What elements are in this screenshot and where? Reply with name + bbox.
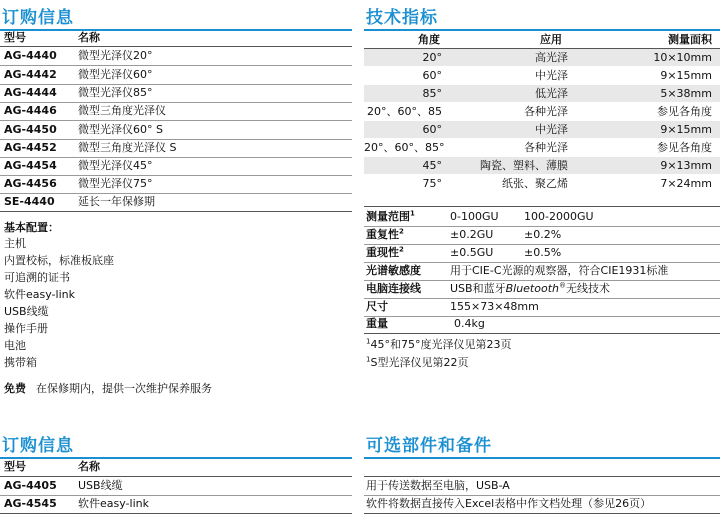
row-rule <box>0 139 352 140</box>
order-info2-title: 订购信息 <box>2 436 74 456</box>
row-rule <box>0 84 352 85</box>
col-app-header: 应用 <box>540 33 562 46</box>
tech-divider <box>364 29 720 31</box>
row-rule <box>0 102 352 103</box>
table-row-area: 9×15mm <box>660 69 712 82</box>
table-bottom-rule <box>0 211 352 212</box>
col-model-header: 型号 <box>4 31 26 44</box>
table-row-angle: 45° <box>422 159 442 172</box>
header-rule <box>0 476 352 477</box>
spec-range-value1: 0-100GU <box>450 210 499 223</box>
row-rule <box>364 316 720 317</box>
table-row-model: AG-4452 <box>4 141 57 154</box>
row-rule <box>0 157 352 158</box>
spec-weight-label: 重量 <box>366 317 388 330</box>
col-model-header: 型号 <box>4 460 26 473</box>
col-name-header: 名称 <box>78 460 100 473</box>
table-row-model: AG-4440 <box>4 49 57 62</box>
table-row-app: 中光泽 <box>535 69 568 82</box>
col-angle-header: 角度 <box>418 33 440 46</box>
spec-repeat-value1: ±0.2GU <box>450 228 494 241</box>
header-rule <box>364 476 720 477</box>
table-row-area: 参见各角度 <box>657 141 712 154</box>
spec-connection-label: 电脑连接线 <box>366 282 421 295</box>
list-item: 用于传送数据至电脑，USB-A <box>366 479 510 492</box>
row-rule <box>364 280 720 281</box>
table-row-name: USB线缆 <box>78 479 123 492</box>
optional-title: 可选部件和备件 <box>366 436 492 456</box>
table-row-area: 9×15mm <box>660 123 712 136</box>
table-row-area: 7×24mm <box>660 177 712 190</box>
table-row-name: 延长一年保修期 <box>78 195 155 208</box>
order-info-divider <box>0 29 352 31</box>
table-row-name: 微型光泽仪45° <box>78 159 153 172</box>
table-row-app: 中光泽 <box>535 123 568 136</box>
row-rule <box>0 495 352 496</box>
table-row-app: 各种光泽 <box>524 141 568 154</box>
row-rule <box>364 226 720 227</box>
table-row-name: 微型光泽仪60° S <box>78 123 163 136</box>
spec-repeat-value2: ±0.2% <box>524 228 562 241</box>
table-row-app: 纸张、聚乙烯 <box>502 177 568 190</box>
col-name-header: 名称 <box>78 31 100 44</box>
table-row-model: AG-4446 <box>4 104 57 117</box>
list-item: 主机 <box>4 237 26 250</box>
table-row-model: AG-4405 <box>4 479 57 492</box>
footnote: $^1$45°和75°度光泽仪见第23页 <box>366 337 512 351</box>
spec-weight-value: 0.4kg <box>454 317 485 330</box>
table-row-app: 各种光泽 <box>524 105 568 118</box>
table-row-model: AG-4545 <box>4 497 57 510</box>
table-row-model: AG-4450 <box>4 123 57 136</box>
spec-size-value: 155×73×48mm <box>450 300 539 313</box>
table-row-area: 参见各角度 <box>657 105 712 118</box>
tech-title: 技术指标 <box>366 8 438 28</box>
spec-connection-value: USB和蓝牙Bluetooth®无线技术 <box>450 281 610 295</box>
list-item: 内置校标，标准板底座 <box>4 254 114 267</box>
table-row-model: AG-4454 <box>4 159 57 172</box>
spec-size-label: 尺寸 <box>366 300 388 313</box>
table-row-app: 低光泽 <box>535 87 568 100</box>
table-row-name: 微型三角度光泽仪 S <box>78 141 177 154</box>
table-row-model: AG-4444 <box>4 86 57 99</box>
spec-repro-value1: ±0.5GU <box>450 246 494 259</box>
table-row-name: 微型三角度光泽仪 <box>78 104 166 117</box>
table-row-name: 微型光泽仪60° <box>78 68 153 81</box>
list-item: 操作手册 <box>4 322 48 335</box>
list-item: 可追溯的证书 <box>4 271 70 284</box>
spec-range-label: 测量范围$^1$ <box>366 209 415 223</box>
table-row-angle: 60° <box>422 69 442 82</box>
table-row-model: SE-4440 <box>4 195 55 208</box>
header-rule <box>0 46 352 47</box>
free-text: 在保修期内，提供一次维护保养服务 <box>36 382 212 395</box>
list-item: USB线缆 <box>4 305 49 318</box>
spec-repeat-label: 重复性$^2$ <box>366 227 404 241</box>
basic-config-title: 基本配置： <box>4 221 59 234</box>
list-item: 软件将数据直接传入Excel表格中作文档处理（参见26页） <box>366 497 652 510</box>
table-row-angle: 20° <box>422 51 442 64</box>
table-row-area: 10×10mm <box>653 51 712 64</box>
table-row-name: 软件easy-link <box>78 497 149 510</box>
table-row-app: 高光泽 <box>535 51 568 64</box>
free-label: 免费 <box>4 382 26 395</box>
order-info2-divider <box>0 457 352 459</box>
order-info-title: 订购信息 <box>2 8 74 28</box>
row-rule <box>0 193 352 194</box>
table-row-name: 微型光泽仪20° <box>78 49 153 62</box>
spec-repro-value2: ±0.5% <box>524 246 562 259</box>
table-bottom-rule <box>0 513 352 514</box>
row-rule <box>364 244 720 245</box>
row-rule <box>0 120 352 121</box>
col-area-header: 测量面积 <box>668 33 712 46</box>
table-row-angle: 60° <box>422 123 442 136</box>
table-row-model: AG-4442 <box>4 68 57 81</box>
footnote: $^1$S型光泽仪见第22页 <box>366 355 469 369</box>
list-item: 电池 <box>4 339 26 352</box>
row-rule <box>364 495 720 496</box>
spec-sensitivity-label: 光谱敏感度 <box>366 264 421 277</box>
list-item: 软件easy-link <box>4 288 75 301</box>
list-item: 携带箱 <box>4 356 37 369</box>
specs-bottom-rule <box>364 333 720 334</box>
table-row-angle: 75° <box>422 177 442 190</box>
table-row-name: 微型光泽仪85° <box>78 86 153 99</box>
table-row-angle: 20°、60°、85 <box>367 105 442 118</box>
specs-top-rule <box>364 206 720 207</box>
optional-divider <box>364 457 720 459</box>
table-row-angle: 20°、60°、85° <box>364 141 445 154</box>
spec-range-value2: 100-2000GU <box>524 210 594 223</box>
table-row-area: 9×13mm <box>660 159 712 172</box>
table-row-angle: 85° <box>422 87 442 100</box>
row-rule <box>364 262 720 263</box>
spec-sensitivity-value: 用于CIE-C光源的观察器，符合CIE1931标准 <box>450 264 669 277</box>
row-rule <box>364 298 720 299</box>
table-row-model: AG-4456 <box>4 177 57 190</box>
spec-repro-label: 重现性$^2$ <box>366 245 404 259</box>
row-rule <box>0 175 352 176</box>
table-bottom-rule <box>364 513 720 514</box>
table-row-app: 陶瓷、塑料、薄膜 <box>480 159 568 172</box>
table-row-name: 微型光泽仪75° <box>78 177 153 190</box>
table-row-area: 5×38mm <box>660 87 712 100</box>
row-rule <box>0 65 352 66</box>
